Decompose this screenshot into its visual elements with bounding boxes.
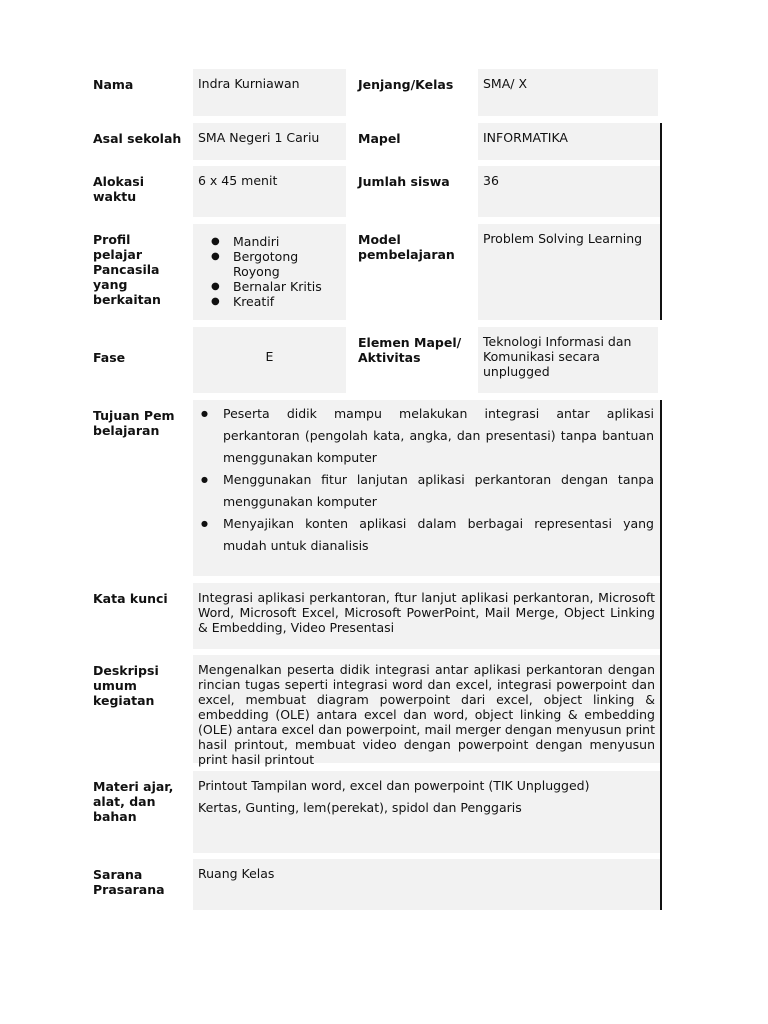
value-alokasi: 6 x 45 menit: [193, 166, 346, 217]
value-materi: [193, 771, 660, 853]
label-elemen: Elemen Mapel/ Aktivitas: [358, 335, 462, 365]
label-tujuan: Tujuan Pembelajaran: [93, 408, 175, 438]
list-item: ● Kreatif: [233, 294, 341, 309]
value-tujuan: [193, 400, 660, 576]
value-asal: SMA Negeri 1 Cariu: [193, 123, 346, 160]
value-mapel: INFORMATIKA: [478, 123, 660, 160]
value-model: Problem Solving Learning: [478, 224, 660, 320]
label-model: Model pembelajaran: [358, 232, 455, 262]
value-nama: Indra Kurniawan: [193, 69, 346, 116]
list-item: ● Bergotong Royong: [233, 249, 341, 279]
value-jenjang: SMA/ X: [478, 69, 658, 116]
materi-line: Printout Tampilan word, excel dan powerpoint (TIK Unplugged): [198, 778, 590, 793]
right-border: [660, 400, 662, 910]
label-jumlah: Jumlah siswa: [358, 174, 450, 189]
label-asal: Asal sekolah: [93, 131, 182, 146]
list-item: ● Menggunakan fitur lanjutan aplikasi perkantoran dengan tanpa menggunakan komputer: [223, 469, 654, 513]
label-fase: Fase: [93, 350, 126, 365]
list-item: ● Bernalar Kritis: [233, 279, 341, 294]
label-kata-kunci: Kata kunci: [93, 591, 168, 606]
label-mapel: Mapel: [358, 131, 401, 146]
tujuan-list: [198, 403, 654, 557]
label-profil: Profil pelajar Pancasila yang berkaitan: [93, 232, 161, 307]
value-sarana: Ruang Kelas: [193, 859, 660, 910]
value-profil: [193, 224, 346, 320]
value-kata-kunci: Integrasi aplikasi perkantoran, ftur lanjut aplikasi perkantoran, Microsoft Word, Microsoft Excel, Microsoft PowerPoint, Mail Merge, Object Linking & Embedding, Video Presentasi: [193, 583, 660, 649]
value-fase: E: [193, 327, 346, 393]
list-item: ● Menyajikan konten aplikasi dalam berbagai representasi yang mudah untuk dianalisis: [223, 513, 654, 557]
label-alokasi: Alokasi waktu: [93, 174, 145, 204]
value-jumlah: 36: [478, 166, 660, 217]
list-item: ● Mandiri: [233, 234, 341, 249]
label-jenjang: Jenjang/Kelas: [358, 77, 454, 92]
profil-list: [198, 234, 341, 309]
value-elemen: Teknologi Informasi dan Komunikasi secara unplugged: [478, 327, 658, 393]
label-deskripsi: Deskripsi umum kegiatan: [93, 663, 159, 708]
value-deskripsi: Mengenalkan peserta didik integrasi antar aplikasi perkantoran dengan rincian tugas seperti integrasi word dan excel, integrasi powerpoint dan excel, membuat diagram powerpoint dari excel, object linking & embedding (OLE) antara excel dan word, object linking & embedding (OLE) antara excel dan powerpoint, mail merger dengan menyusun print hasil printout, membuat video dengan powerpoint dengan menyusun print hasil printout: [193, 655, 660, 763]
label-sarana: Sarana Prasarana: [93, 867, 165, 897]
list-item: ● Peserta didik mampu melakukan integrasi antar aplikasi perkantoran (pengolah kata, angka, dan presentasi) tanpa bantuan menggunakan komputer: [223, 403, 654, 469]
materi-line: Kertas, Gunting, lem(perekat), spidol dan Penggaris: [198, 800, 522, 815]
right-border: [660, 123, 662, 320]
label-nama: Nama: [93, 77, 134, 92]
label-materi: Materi ajar, alat, dan bahan: [93, 779, 174, 824]
